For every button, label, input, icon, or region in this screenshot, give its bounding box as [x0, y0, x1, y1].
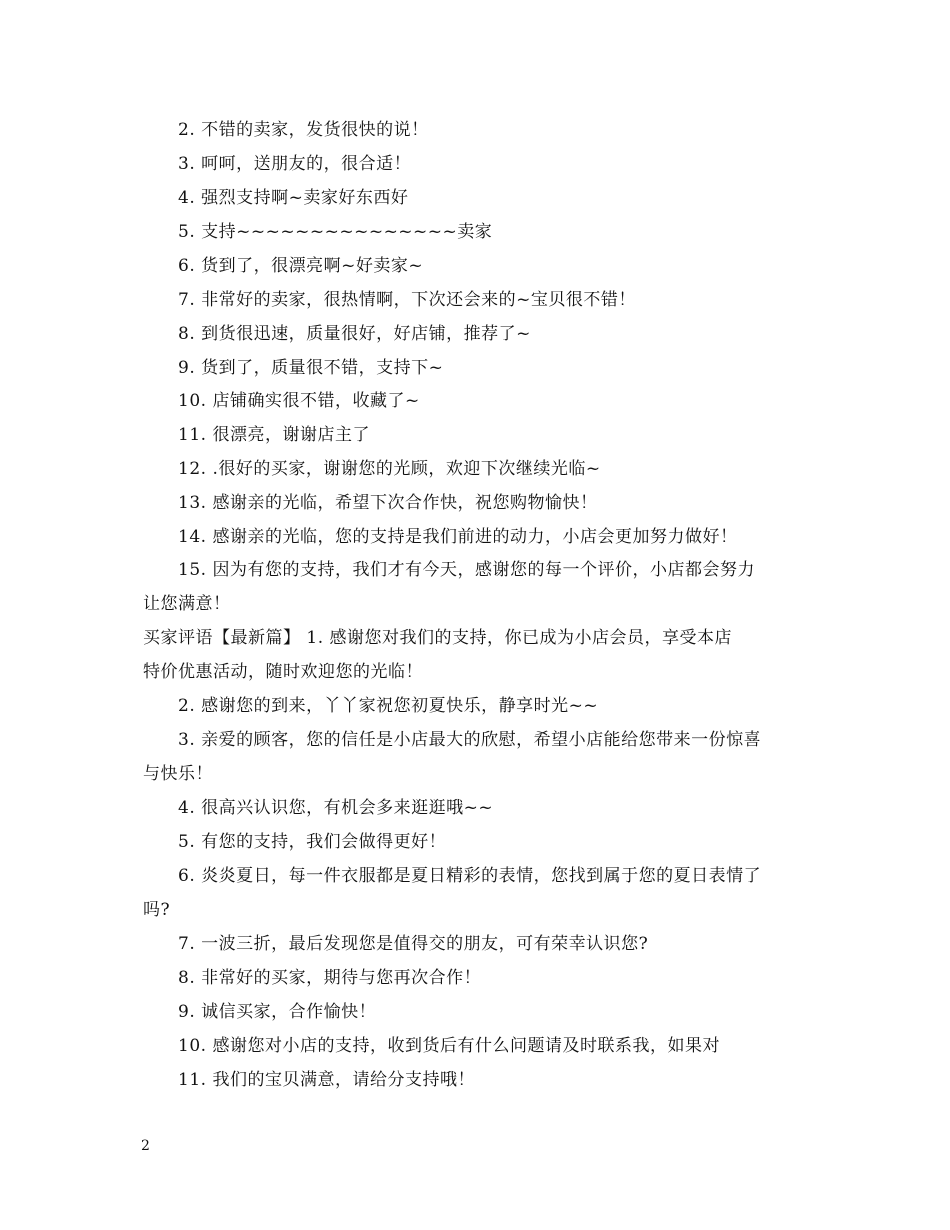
text-line: 11. 我们的宝贝满意，请给分支持哦！ — [178, 1070, 475, 1090]
page-number: 2 — [141, 1138, 150, 1154]
text-line: 14. 感谢亲的光临，您的支持是我们前进的动力，小店会更加努力做好！ — [178, 527, 738, 547]
text-line: 8. 非常好的买家，期待与您再次合作！ — [178, 968, 482, 988]
text-line: 特价优惠活动，随时欢迎您的光临！ — [143, 662, 423, 682]
text-line: 4. 很高兴认识您，有机会多来逛逛哦~~ — [178, 798, 494, 818]
text-line: 让您满意！ — [143, 594, 231, 614]
text-line: 11. 很漂亮，谢谢店主了 — [178, 425, 370, 445]
text-line: 吗? — [143, 900, 171, 920]
text-line: 与快乐！ — [143, 764, 213, 784]
text-line: 4. 强烈支持啊~卖家好东西好 — [178, 188, 409, 208]
text-line: 6. 货到了，很漂亮啊~好卖家~ — [178, 256, 424, 276]
section-heading-line: 买家评语【最新篇】 1. 感谢您对我们的支持，你已成为小店会员，享受本店 — [143, 628, 733, 648]
text-line: 9. 诚信买家，合作愉快！ — [178, 1002, 377, 1022]
text-line: 7. 非常好的卖家，很热情啊，下次还会来的~宝贝很不错！ — [178, 290, 636, 310]
text-line: 5. 支持~~~~~~~~~~~~~~~卖家 — [178, 222, 493, 242]
text-line: 2. 感谢您的到来，丫丫家祝您初夏快乐，静享时光~~ — [178, 696, 599, 716]
text-line: 10. 感谢您对小店的支持，收到货后有什么问题请及时联系我，如果对 — [178, 1036, 720, 1056]
text-line: 2. 不错的卖家，发货很快的说！ — [178, 120, 429, 140]
text-line: 8. 到货很迅速，质量很好，好店铺，推荐了~ — [178, 324, 531, 344]
text-line: 3. 亲爱的顾客，您的信任是小店最大的欣慰，希望小店能给您带来一份惊喜 — [178, 730, 762, 750]
text-line: 12. .很好的买家，谢谢您的光顾，欢迎下次继续光临~ — [178, 459, 601, 479]
text-line: 13. 感谢亲的光临，希望下次合作快，祝您购物愉快！ — [178, 493, 598, 513]
text-line: 3. 呵呵，送朋友的，很合适！ — [178, 154, 412, 174]
text-line: 5. 有您的支持，我们会做得更好！ — [178, 832, 447, 852]
text-line: 15. 因为有您的支持，我们才有今天，感谢您的每一个评价，小店都会努力 — [178, 560, 755, 580]
text-line: 7. 一波三折，最后发现您是值得交的朋友，可有荣幸认识您? — [178, 934, 649, 954]
text-line: 6. 炎炎夏日，每一件衣服都是夏日精彩的表情，您找到属于您的夏日表情了 — [178, 866, 762, 886]
text-line: 9. 货到了，质量很不错，支持下~ — [178, 358, 444, 378]
text-line: 10. 店铺确实很不错，收藏了~ — [178, 391, 420, 411]
